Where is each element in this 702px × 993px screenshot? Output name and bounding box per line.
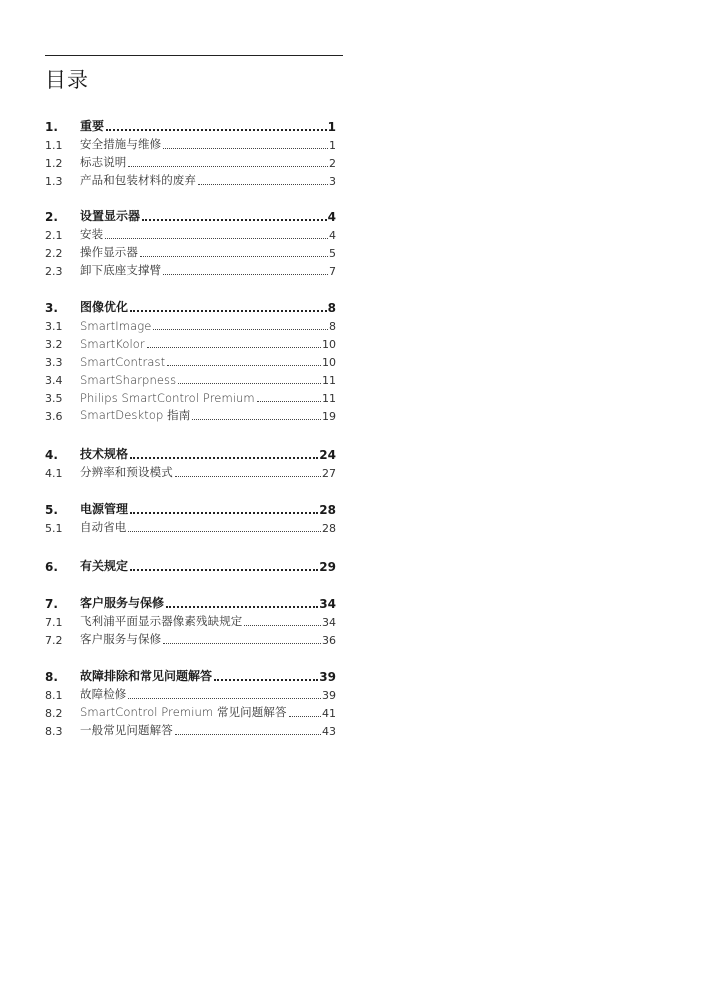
dot-leader: [198, 184, 328, 185]
toc-entry-number: 8.3: [45, 725, 63, 738]
dot-leader: [289, 716, 321, 717]
toc-entry-title: Philips SmartControl Premium: [80, 391, 255, 405]
toc-entry-title: 客户服务与保修: [80, 632, 162, 646]
toc-entry-number: 3.1: [45, 320, 63, 333]
toc-entry-number: 3.6: [45, 410, 63, 423]
dot-leader: [128, 698, 321, 699]
toc-entry-page-number: 10: [322, 338, 336, 351]
toc-section-entry[interactable]: [45, 335, 336, 351]
dot-leader: [163, 148, 328, 149]
toc-entry-title: 一般常见问题解答: [80, 723, 173, 737]
toc-entry-title: 产品和包装材料的废弃: [80, 173, 196, 187]
toc-entry-page-number: 4: [329, 229, 336, 242]
toc-entry-page-number: 2: [329, 157, 336, 170]
toc-entry-page-number: 34: [319, 597, 336, 611]
toc-entry-title: 自动省电: [80, 520, 127, 534]
toc-entry-title: SmartSharpness: [80, 373, 177, 387]
dot-leader: [167, 365, 321, 366]
toc-entry-title: SmartControl Premium 常见问题解答: [80, 705, 287, 719]
toc-entry-page-number: 43: [322, 725, 336, 738]
toc-entry-number: 1.3: [45, 175, 63, 188]
toc-entry-page-number: 8: [329, 320, 336, 333]
toc-entry-page-number: 19: [322, 410, 336, 423]
toc-entry-number: 3.5: [45, 392, 63, 405]
dot-leader: [130, 512, 318, 514]
toc-entry-page-number: 34: [322, 616, 336, 629]
toc-section-entry[interactable]: [45, 154, 336, 170]
toc-chapter-entry[interactable]: [45, 668, 336, 684]
toc-section-entry[interactable]: [45, 704, 336, 720]
toc-entry-number: 3.3: [45, 356, 63, 369]
toc-entry-number: 2.3: [45, 265, 63, 278]
dot-leader: [105, 238, 328, 239]
toc-entry-title: 图像优化: [80, 300, 129, 314]
dot-leader: [106, 129, 327, 131]
toc-section-entry[interactable]: [45, 226, 336, 242]
toc-chapter-entry[interactable]: [45, 595, 336, 611]
toc-entry-page-number: 29: [319, 560, 336, 574]
toc-section-entry[interactable]: [45, 519, 336, 535]
dot-leader: [130, 457, 318, 459]
toc-section-entry[interactable]: [45, 389, 336, 405]
toc-entry-page-number: 39: [322, 689, 336, 702]
toc-entry-number: 4.: [45, 448, 58, 462]
dot-leader: [175, 734, 321, 735]
dot-leader: [192, 419, 321, 420]
toc-entry-title: 飞利浦平面显示器像素残缺规定: [80, 614, 243, 628]
toc-section-entry[interactable]: [45, 317, 336, 333]
toc-entry-number: 4.1: [45, 467, 63, 480]
toc-chapter-entry[interactable]: [45, 446, 336, 462]
toc-entry-number: 1.: [45, 120, 58, 134]
toc-entry-page-number: 41: [322, 707, 336, 720]
toc-entry-number: 2.2: [45, 247, 63, 260]
toc-entry-number: 3.2: [45, 338, 63, 351]
toc-section-entry[interactable]: [45, 353, 336, 369]
page-title: 目录: [45, 68, 89, 92]
toc-entry-number: 5.1: [45, 522, 63, 535]
toc-entry-page-number: 4: [327, 210, 336, 224]
toc-entry-page-number: 7: [329, 265, 336, 278]
toc-section-entry[interactable]: [45, 722, 336, 738]
toc-entry-number: 7.2: [45, 634, 63, 647]
dot-leader: [128, 166, 328, 167]
toc-entry-number: 3.: [45, 301, 58, 315]
toc-entry-title: 操作显示器: [80, 245, 138, 259]
toc-entry-title: 故障排除和常见问题解答: [80, 669, 213, 683]
toc-entry-page-number: 28: [322, 522, 336, 535]
toc-entry-number: 7.: [45, 597, 58, 611]
toc-entry-page-number: 5: [329, 247, 336, 260]
dot-leader: [214, 679, 318, 681]
toc-entry-page-number: 10: [322, 356, 336, 369]
toc-entry-number: 2.: [45, 210, 58, 224]
toc-entry-title: 故障检修: [80, 687, 127, 701]
toc-entry-title: 安装: [80, 227, 104, 241]
toc-entry-title: 电源管理: [80, 502, 129, 516]
toc-entry-page-number: 11: [322, 392, 336, 405]
dot-leader: [153, 329, 328, 330]
toc-entry-title: SmartKolor: [80, 337, 145, 351]
toc-entry-title: 重要: [80, 119, 105, 133]
toc-entry-title: 客户服务与保修: [80, 596, 165, 610]
dot-leader: [163, 274, 328, 275]
toc-entry-title: 卸下底座支撑臂: [80, 263, 162, 277]
toc-section-entry[interactable]: [45, 136, 336, 152]
toc-entry-number: 7.1: [45, 616, 63, 629]
dot-leader: [163, 643, 321, 644]
top-rule: [45, 55, 343, 56]
dot-leader: [166, 606, 318, 608]
toc-entry-page-number: 24: [319, 448, 336, 462]
toc-entry-title: 有关规定: [80, 559, 129, 573]
toc-entry-page-number: 28: [319, 503, 336, 517]
toc-chapter-entry[interactable]: [45, 208, 336, 224]
toc-entry-number: 2.1: [45, 229, 63, 242]
dot-leader: [128, 531, 321, 532]
toc-entry-title: 技术规格: [80, 447, 129, 461]
toc-section-entry[interactable]: [45, 464, 336, 480]
toc-entry-number: 3.4: [45, 374, 63, 387]
toc-entry-title: SmartDesktop 指南: [80, 408, 191, 422]
toc-entry-number: 6.: [45, 560, 58, 574]
toc-entry-number: 5.: [45, 503, 58, 517]
toc-chapter-entry[interactable]: [45, 558, 336, 574]
toc-entry-title: SmartImage: [80, 319, 152, 333]
dot-leader: [175, 476, 321, 477]
toc-entry-page-number: 3: [329, 175, 336, 188]
toc-entry-number: 8.: [45, 670, 58, 684]
dot-leader: [140, 256, 328, 257]
toc-entry-page-number: 8: [327, 301, 336, 315]
toc-section-entry[interactable]: [45, 613, 336, 629]
toc-entry-page-number: 27: [322, 467, 336, 480]
dot-leader: [147, 347, 321, 348]
dot-leader: [130, 569, 318, 571]
toc-section-entry[interactable]: [45, 631, 336, 647]
toc-entry-title: 安全措施与维修: [80, 137, 162, 151]
toc-entry-number: 1.2: [45, 157, 63, 170]
toc-entry-title: 分辨率和预设模式: [80, 465, 173, 479]
toc-entry-page-number: 11: [322, 374, 336, 387]
toc-chapter-entry[interactable]: [45, 299, 336, 315]
toc-entry-title: SmartContrast: [80, 355, 166, 369]
toc-chapter-entry[interactable]: [45, 501, 336, 517]
dot-leader: [178, 383, 321, 384]
toc-section-entry[interactable]: [45, 172, 336, 188]
toc-entry-page-number: 1: [329, 139, 336, 152]
toc-entry-number: 1.1: [45, 139, 63, 152]
toc-entry-page-number: 39: [319, 670, 336, 684]
dot-leader: [244, 625, 321, 626]
toc-section-entry[interactable]: [45, 371, 336, 387]
dot-leader: [142, 219, 327, 221]
toc-chapter-entry[interactable]: [45, 118, 336, 134]
dot-leader: [130, 310, 327, 312]
dot-leader: [257, 401, 321, 402]
toc-section-entry[interactable]: [45, 244, 336, 260]
toc-section-entry[interactable]: [45, 686, 336, 702]
toc-entry-title: 设置显示器: [80, 209, 141, 223]
toc-entry-title: 标志说明: [80, 155, 127, 169]
toc-entry-page-number: 36: [322, 634, 336, 647]
toc-section-entry[interactable]: [45, 262, 336, 278]
toc-section-entry[interactable]: [45, 407, 336, 423]
toc-entry-number: 8.2: [45, 707, 63, 720]
toc-entry-number: 8.1: [45, 689, 63, 702]
toc-entry-page-number: 1: [327, 120, 336, 134]
